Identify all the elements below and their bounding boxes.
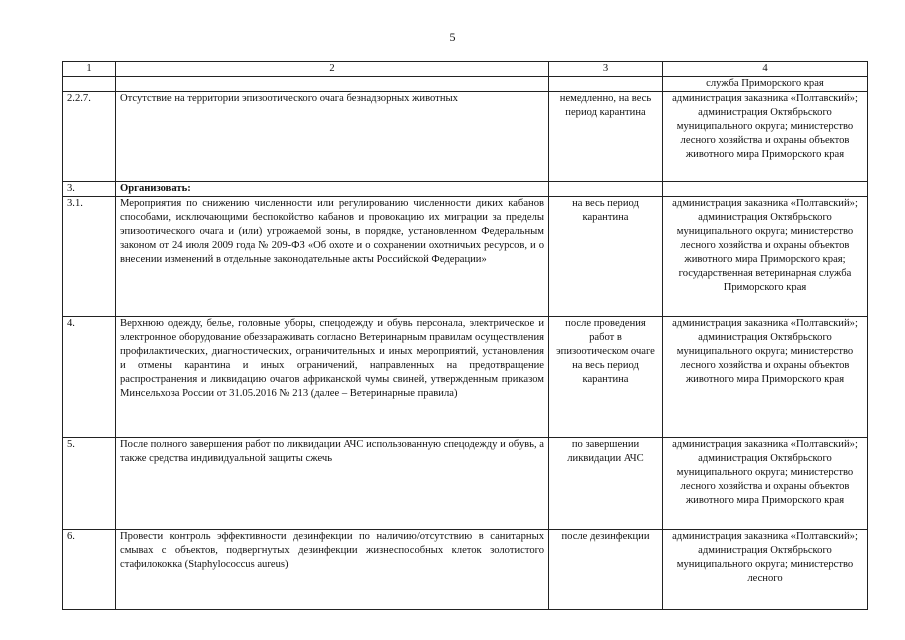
row-responsible: служба Приморского края [663, 77, 868, 92]
row-action: После полного завершения работ по ликвидации АЧС использованную спецодежду и обувь, а также средства индивидуальной защиты сжечь [116, 438, 549, 530]
row-responsible: администрация заказника «Полтавский»; администрация Октябрьского муниципального округа; министерство лесного хозяйства и охраны объектов животного мира Приморского края [663, 438, 868, 530]
header-col-2: 2 [116, 62, 549, 77]
row-term [549, 182, 663, 197]
row-responsible: администрация заказника «Полтавский»; администрация Октябрьского муниципального округа; министерство лесного хозяйства и охраны объектов животного мира Приморского края; государственная ветеринарная служба Приморского края [663, 197, 868, 317]
table-row [63, 92, 868, 182]
measures-table [62, 61, 868, 610]
section-heading: Организовать: [120, 183, 191, 194]
row-term: после проведения работ в эпизоотическом очаге на весь период карантина [549, 317, 663, 438]
row-action: Провести контроль эффективности дезинфекции по наличию/отсутствию в санитарных смывах с объектов, подвергнутых дезинфекции жизнеспособных клеток золотистого стафилококка (Staphylococcus aureus) [116, 530, 549, 610]
row-number: 5. [63, 438, 116, 530]
row-term: немедленно, на весь период карантина [549, 92, 663, 182]
header-col-3: 3 [549, 62, 663, 77]
row-action: Мероприятия по снижению численности или регулированию численности диких кабанов способами, исключающими беспокойство кабанов и провокацию их миграции за пределы эпизоотического очага и (или) угрожаемой зоны, в порядке, установленном Федеральным законом от 24 июля 2009 года № 209-ФЗ «Об охоте и о сохранении охотничьих ресурсов, и о внесении изменений в отдельные законодательные акты Российской Федерации» [116, 197, 549, 317]
table-header-row [63, 62, 868, 77]
row-number [63, 77, 116, 92]
row-number: 6. [63, 530, 116, 610]
table-row [63, 438, 868, 530]
table-row [63, 77, 868, 92]
row-term [549, 77, 663, 92]
header-col-1: 1 [63, 62, 116, 77]
row-term: на весь период карантина [549, 197, 663, 317]
table-row [63, 530, 868, 610]
row-responsible: администрация заказника «Полтавский»; администрация Октябрьского муниципального округа; министерство лесного хозяйства и охраны объектов животного мира Приморского края [663, 317, 868, 438]
row-action [116, 77, 549, 92]
row-responsible: администрация заказника «Полтавский»; администрация Октябрьского муниципального округа; министерство лесного [663, 530, 868, 610]
row-responsible [663, 182, 868, 197]
row-action: Верхнюю одежду, белье, головные уборы, спецодежду и обувь персонала, электрическое и электронное оборудование обеззараживать согласно Ветеринарным правилам осуществления профилактических, диагностических, ограничительных и иных мероприятий, установления и отмены карантина и иных ограничений, направленных на предотвращение распространения и ликвидацию очагов африканской чумы свиней, утвержденным приказом Минсельхоза России от 31.05.2016 № 213 (далее – Ветеринарные правила) [116, 317, 549, 438]
row-term: по завершении ликвидации АЧС [549, 438, 663, 530]
table-row [63, 182, 868, 197]
row-term: после дезинфекции [549, 530, 663, 610]
table-row [63, 197, 868, 317]
row-number: 2.2.7. [63, 92, 116, 182]
page-number: 5 [449, 30, 456, 44]
header-col-4: 4 [663, 62, 868, 77]
row-number: 3.1. [63, 197, 116, 317]
table-row [63, 317, 868, 438]
row-responsible: администрация заказника «Полтавский»; администрация Октябрьского муниципального округа; министерство лесного хозяйства и охраны объектов животного мира Приморского края [663, 92, 868, 182]
row-action: Отсутствие на территории эпизоотического очага безнадзорных животных [116, 92, 549, 182]
row-number: 4. [63, 317, 116, 438]
row-number: 3. [63, 182, 116, 197]
